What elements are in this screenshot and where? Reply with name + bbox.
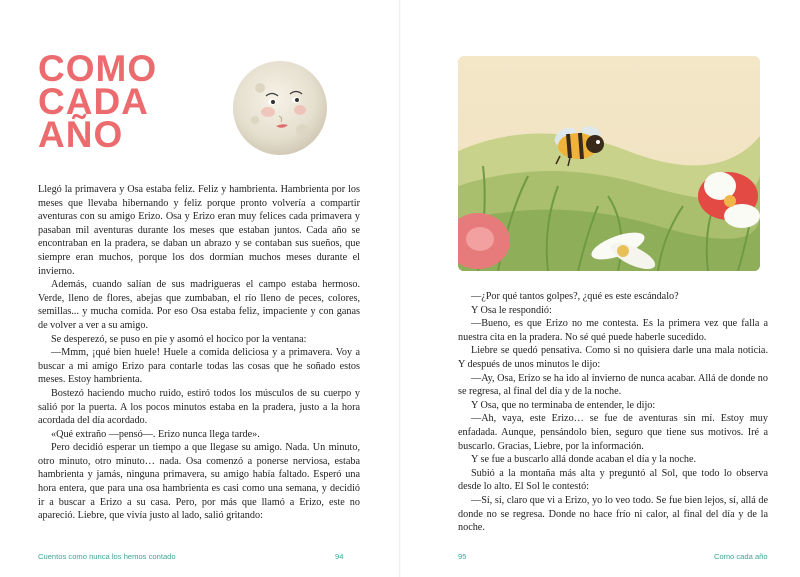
title-line: COMO [38, 48, 158, 89]
paragraph: —Sí, sí, claro que vi a Erizo, yo lo veo todo. Se fue bien lejos, sí, allá de donde no se regresa. Donde no hace frío ni calor, al final del día y de la noche. [458, 494, 768, 534]
paragraph: Y se fue a buscarlo allá donde acaban el día y la noche. [471, 454, 697, 466]
page-number: 94 [335, 552, 344, 561]
paragraph: —Mmm, ¡qué bien huele! Huele a comida deliciosa y a primavera. Voy a buscar a mi amigo Erizo para contarle todas las cosas que he soñado estos meses. Estoy hambrienta. [38, 347, 360, 386]
title-line: AÑO [38, 114, 124, 155]
paragraph: Se desperezó, se puso en pie y asomó el hocico por la ventana: [51, 333, 307, 345]
paragraph: Pero decidió esperar un tiempo a que llegase su amigo. Nada. Un minuto, otro minuto, otro minuto… nada. Osa comenzó a ponerse nerviosa, estaba hambrienta y jamás, ninguna primavera, su amigo había faltado. Esperó una hora entera, que para una osa hambrienta es casi como una semana, y decidió ir a buscar a Erizo a su casa. Pero, por más que llamó a Erizo, este no apareció. Liebre, que vivía justo al lado, salió gritando: [38, 442, 360, 522]
moon-face-illustration [230, 58, 330, 158]
paragraph: —Bueno, es que Erizo no me contesta. Es la primera vez que falla a nuestra cita en la pradera. No sé qué puede haberle sucedido. [458, 318, 768, 343]
paragraph: Llegó la primavera y Osa estaba feliz. Feliz y hambrienta. Hambrienta por los meses que llevaba hibernando y feliz porque pronto volvería a compartir aventuras con su amigo Erizo. Osa y Erizo eran muy felices cada primavera y pasaban mil aventuras durante los meses que estaban juntos. Cada año se encontraban en la pradera, se daban un abrazo y se contaban sus sueños, que siempre eran muchos, porque los dos dormían muchos meses durante el invierno. [38, 184, 360, 277]
page-number: 95 [458, 552, 467, 561]
story-text-left [38, 183, 360, 523]
paragraph: Bostezó haciendo mucho ruido, estiró todos los músculos de su cuerpo y salió por la puerta. A los pocos minutos estaba en la pradera, justo a la hora acordada del día acordado. [38, 387, 360, 427]
paragraph: —Ah, vaya, este Erizo… se fue de aventuras sin mí. Estoy muy enfadada. Aunque, pensándolo bien, seguro que tiene sus motivos. Iré a buscarlo. Gracias, Liebre, por la información. [458, 413, 768, 452]
title-line: CADA [38, 81, 149, 122]
paragraph: —Ay, Osa, Erizo se ha ido al invierno de nunca acabar. Allá de donde no se regresa, al final del día y de la noche. [458, 372, 768, 398]
paragraph: Y Osa le respondió: [471, 304, 552, 316]
paragraph: Liebre se quedó pensativa. Como si no quisiera darle una mala noticia. Y después de unos minutos le dijo: [458, 345, 768, 370]
paragraph: Además, cuando salían de sus madrigueras el campo estaba hermoso. Verde, lleno de flores, abejas que zumbaban, el río lleno de peces, colores, semillas... y mucha comida. Por eso Osa estaba feliz, impaciente y con ganas de volver a ver a su amigo. [38, 279, 360, 331]
paragraph: «Qué extraño —pensó—. Erizo nunca llega tarde». [51, 428, 260, 440]
paragraph: Subió a la montaña más alta y preguntó al Sol, que todo lo observa desde lo alto. El Sol le contestó: [458, 467, 768, 493]
paragraph: —¿Por qué tantos golpes?, ¿qué es este escándalo? [471, 291, 679, 302]
footer-book-title: Cuentos como nunca los hemos contado [38, 552, 176, 561]
story-title [38, 48, 158, 155]
right-page [400, 0, 800, 577]
bee-meadow-illustration [458, 56, 760, 271]
paragraph: Y Osa, que no terminaba de entender, le dijo: [471, 399, 656, 411]
story-text-right [458, 290, 768, 535]
footer-story-title: Como cada año [714, 552, 768, 561]
